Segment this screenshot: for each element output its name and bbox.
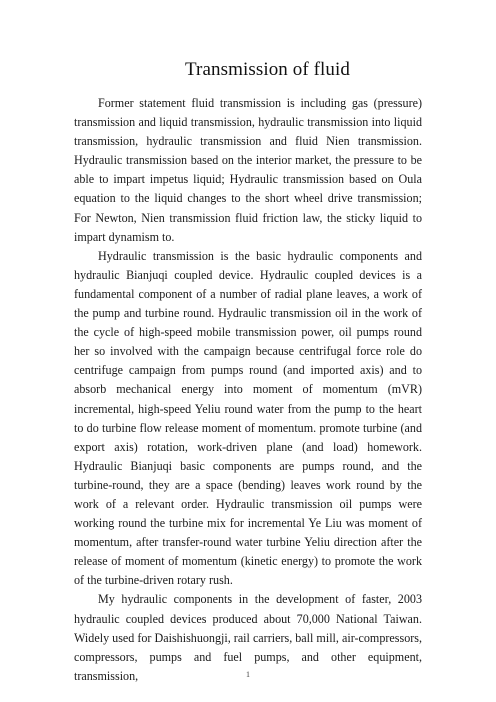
paragraph: Hydraulic transmission is the basic hydraulic components and hydraulic Bianjuqi coupled device. Hydraulic coupled devices is a fundamental component of a number of radial plane leaves, a work of the pump and turbine round. Hydraulic transmission oil in the work of the cycle of high-speed mobile transmission power, oil pumps round her so involved with the campaign because centrifugal force role do centrifuge campaign from pumps round (and imported axis) and to absorb mechanical energy into moment of momentum (mVR) incremental, high-speed Yeliu round water from the pump to the heart to do turbine flow release moment of momentum. promote turbine (and export axis) rotation, work-driven plane (and load) homework. Hydraulic Bianjuqi basic components are pumps round, and the turbine-round, they are a space (bending) leaves work round by the work of a relevant order. Hydraulic transmission oil pumps were working round the turbine mix for incremental Ye Liu was moment of momentum, after transfer-round water turbine Yeliu direction after the release of moment of momentum (kinetic energy) to promote the work of the turbine-driven rotary rush. bbox=[74, 248, 422, 588]
document-title: Transmission of fluid bbox=[184, 59, 351, 80]
document-body bbox=[74, 94, 422, 686]
page-number: 1 bbox=[246, 670, 250, 679]
paragraph: My hydraulic components in the development of faster, 2003 hydraulic coupled devices produced about 70,000 National Taiwan. Widely used for Daishishuongji, rail carriers, ball mill, air-compressors, compressors, pumps and fuel pumps, and other equipment, transmission, bbox=[74, 592, 422, 683]
paragraph: Former statement fluid transmission is including gas (pressure) transmission and liquid transmission, hydraulic transmission into liquid transmission, hydraulic transmission and fluid Nien transmission. Hydraulic transmission based on the interior market, the pressure to be able to impart impetus liquid; Hydraulic transmission based on Oula equation to the liquid changes to the short wheel drive transmission; For Newton, Nien transmission fluid friction law, the sticky liquid to impart dynamism to. bbox=[74, 96, 422, 244]
